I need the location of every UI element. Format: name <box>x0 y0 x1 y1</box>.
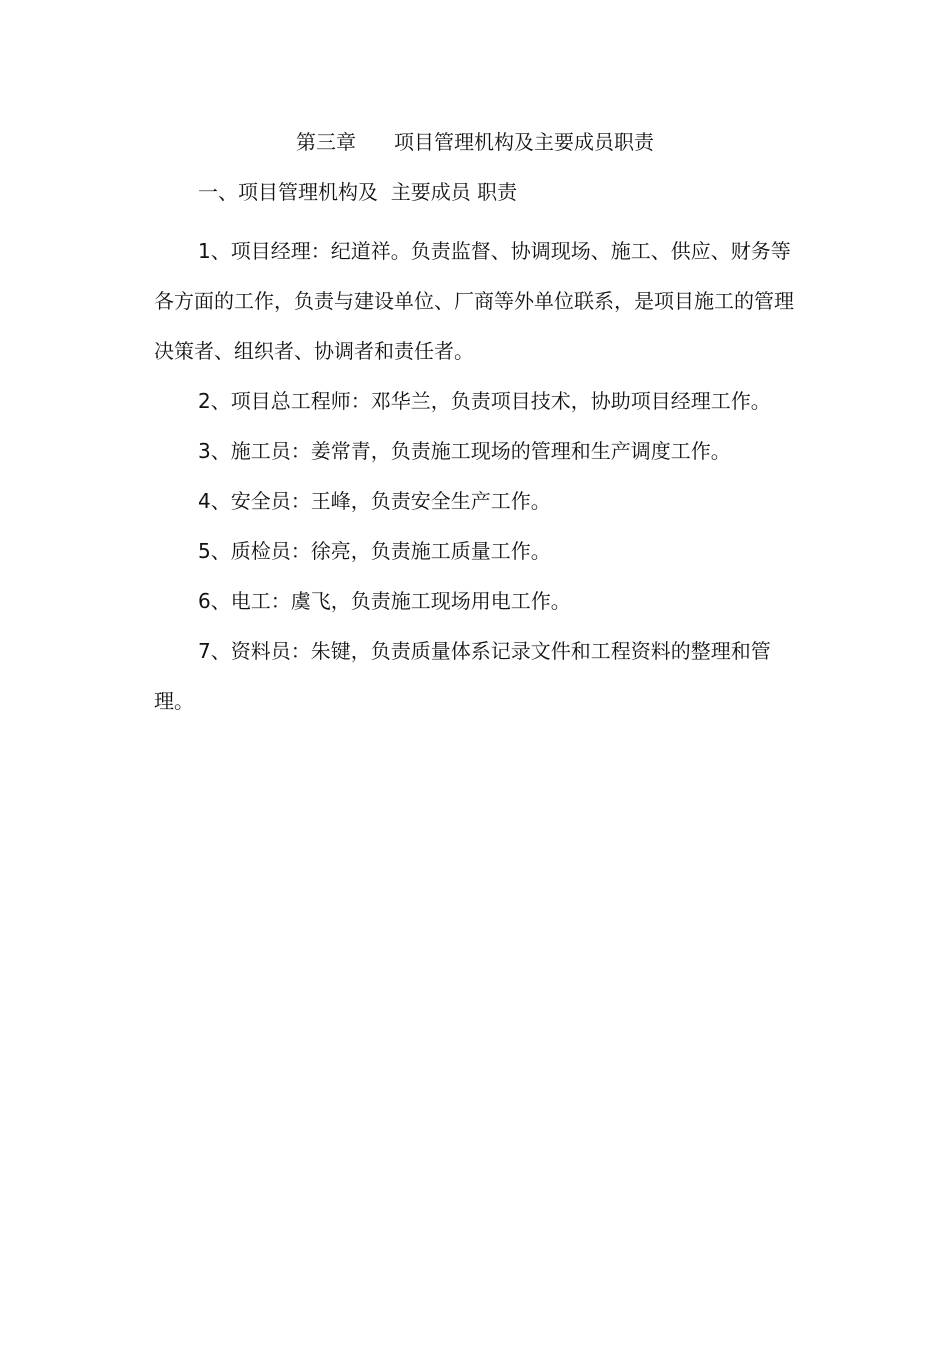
paragraph-electrician: 6、电工：虞飞，负责施工现场用电工作。 <box>198 589 571 613</box>
paragraph-construction-worker: 3、施工员：姜常青，负责施工现场的管理和生产调度工作。 <box>198 439 731 463</box>
chapter-title <box>0 126 950 158</box>
paragraph-project-manager: 1、项目经理：纪道祥。负责监督、协调现场、施工、供应、财务等各方面的工作，负责与建设单位、厂商等外单位联系，是项目施工的管理决策者、组织者、协调者和责任者。 <box>154 239 794 363</box>
section-heading: 一、项目管理机构及 主要成员 职责 <box>198 180 518 204</box>
paragraph-document-clerk: 7、资料员：朱键，负责质量体系记录文件和工程资料的整理和管理。 <box>154 639 771 713</box>
chapter-number: 第三章 <box>296 130 356 154</box>
paragraph-chief-engineer: 2、项目总工程师：邓华兰，负责项目技术，协助项目经理工作。 <box>198 389 771 413</box>
document-body <box>154 226 794 726</box>
chapter-title-text: 项目管理机构及主要成员职责 <box>394 130 654 154</box>
paragraph-safety-officer: 4、安全员：王峰，负责安全生产工作。 <box>198 489 551 513</box>
paragraph-quality-inspector: 5、质检员：徐亮，负责施工质量工作。 <box>198 539 551 563</box>
